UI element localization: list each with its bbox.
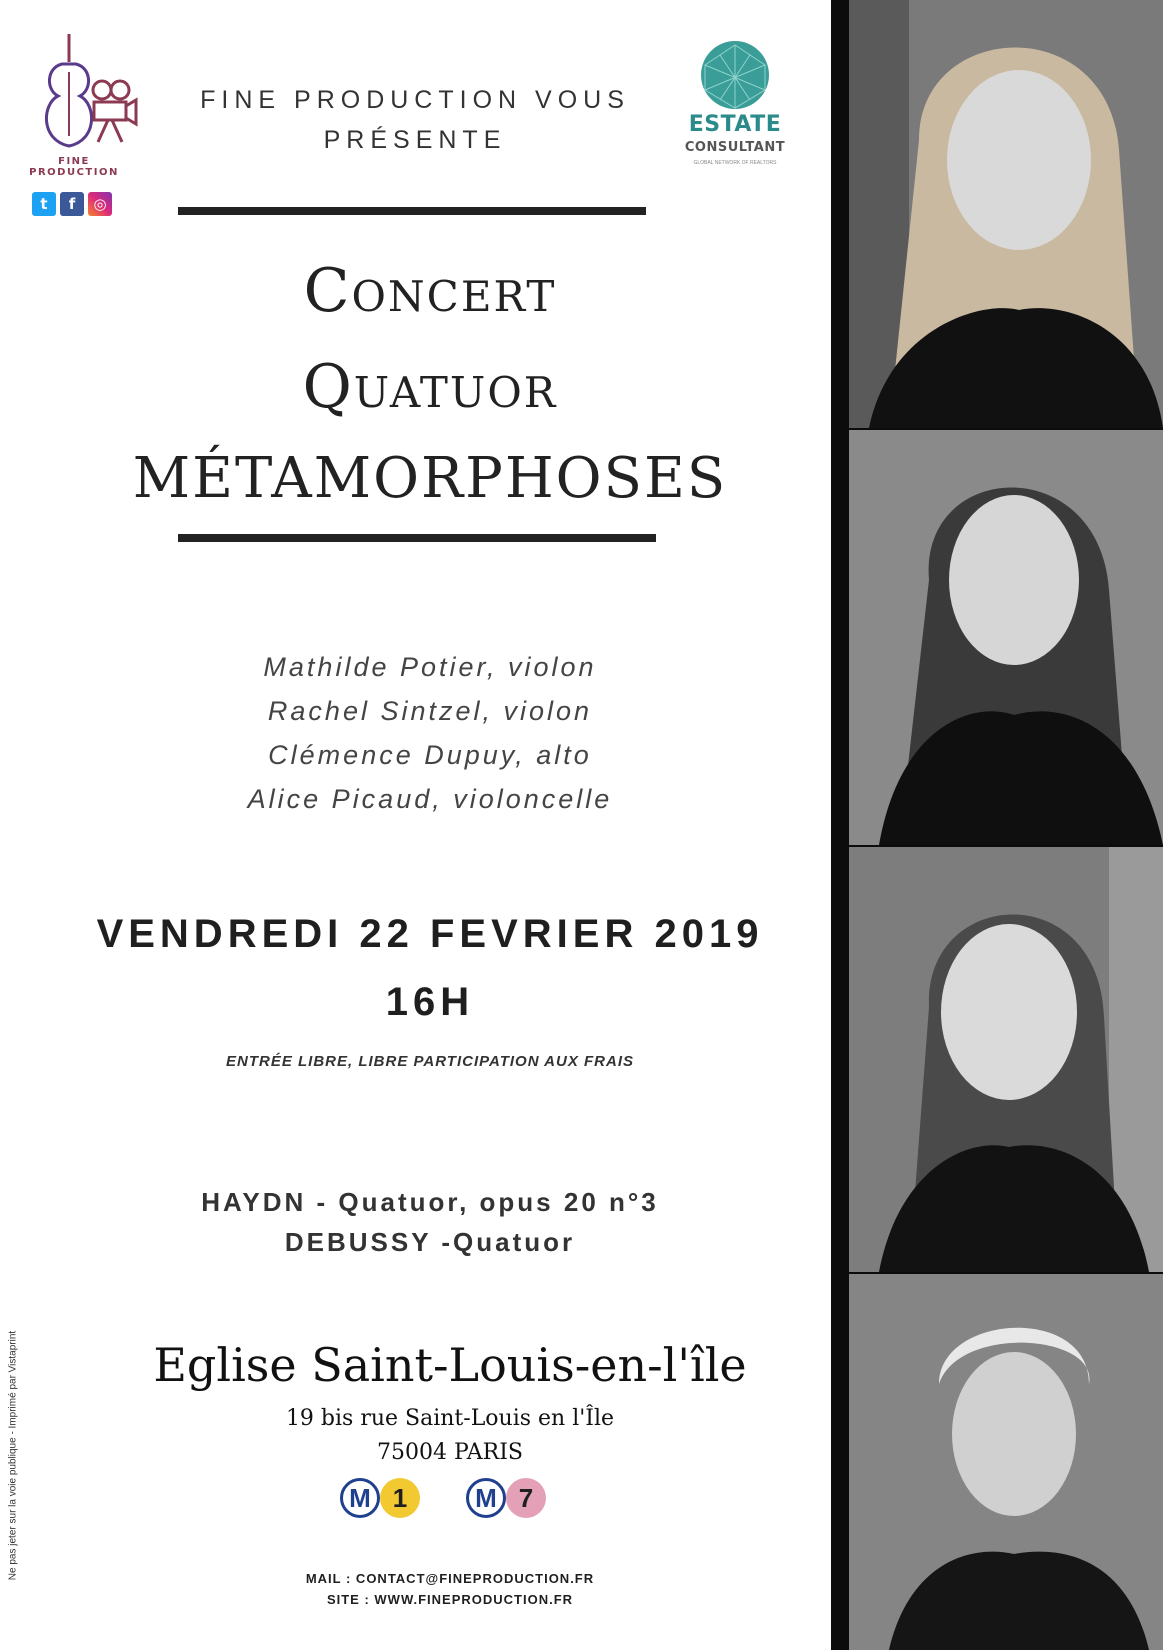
twitter-icon[interactable]: t [32, 192, 56, 216]
metro-m-icon: M [466, 1478, 506, 1518]
musician-item: Rachel Sintzel, violon [267, 696, 593, 726]
geodesic-globe-icon [680, 40, 790, 110]
title-line-2: Quatuor [302, 352, 558, 422]
event-time: 16H [385, 980, 475, 1024]
musicians-list [180, 645, 680, 821]
photo-strip [831, 0, 1163, 1650]
program-item: HAYDN - Quatuor, opus 20 n°3 [201, 1187, 659, 1217]
legal-side-note: Ne pas jeter sur la voie publique - Imprimé par Vistaprint [7, 1330, 19, 1581]
musician-photo [849, 0, 1163, 428]
contact-site[interactable]: SITE : WWW.FINEPRODUCTION.FR [326, 1592, 574, 1607]
musician-photo [849, 847, 1163, 1272]
social-links [32, 192, 112, 216]
bottom-divider [178, 534, 656, 542]
metro-line-7-icon: 7 [506, 1478, 546, 1518]
facebook-icon[interactable]: f [60, 192, 84, 216]
event-date: VENDREDI 22 FEVRIER 2019 [96, 912, 764, 956]
entry-info: ENTRÉE LIBRE, LIBRE PARTICIPATION AUX FRAIS [225, 1053, 635, 1070]
instagram-icon[interactable]: ◎ [88, 192, 112, 216]
cello-camera-logo-icon [24, 32, 144, 162]
program-list [130, 1182, 730, 1262]
presents-heading: FINE PRODUCTION VOUS PRÉSENTE [200, 86, 630, 154]
musician-photo [849, 430, 1163, 845]
musician-photo [849, 1274, 1163, 1650]
sponsor-subtitle: CONSULTANT [684, 140, 786, 155]
metro-line-1-icon: 1 [380, 1478, 420, 1518]
top-divider [178, 207, 646, 215]
musician-item: Clémence Dupuy, alto [268, 740, 592, 770]
contact-info [200, 1568, 700, 1610]
contact-mail[interactable]: MAIL : CONTACT@FINEPRODUCTION.FR [305, 1571, 595, 1586]
program-item: DEBUSSY -Quatuor [284, 1227, 576, 1257]
musician-item: Mathilde Potier, violon [263, 652, 597, 682]
fine-production-logo [24, 32, 144, 222]
venue-address: 19 bis rue Saint-Louis en l'Île 75004 PARIS [285, 1406, 615, 1465]
estate-consultant-logo [680, 40, 790, 180]
title-line-3: MÉTAMORPHOSES [132, 446, 728, 511]
sponsor-name: ESTATE [688, 112, 782, 137]
fine-logo-wordmark: FINE PRODUCTION [29, 156, 119, 178]
sponsor-tagline: GLOBAL NETWORK OF REALTORS [693, 160, 777, 166]
metro-lines [340, 1476, 560, 1520]
musician-item: Alice Picaud, violoncelle [247, 784, 613, 814]
venue-name: Eglise Saint-Louis-en-l'île [153, 1338, 747, 1392]
title-line-1: Concert [303, 256, 557, 326]
metro-m-icon: M [340, 1478, 380, 1518]
